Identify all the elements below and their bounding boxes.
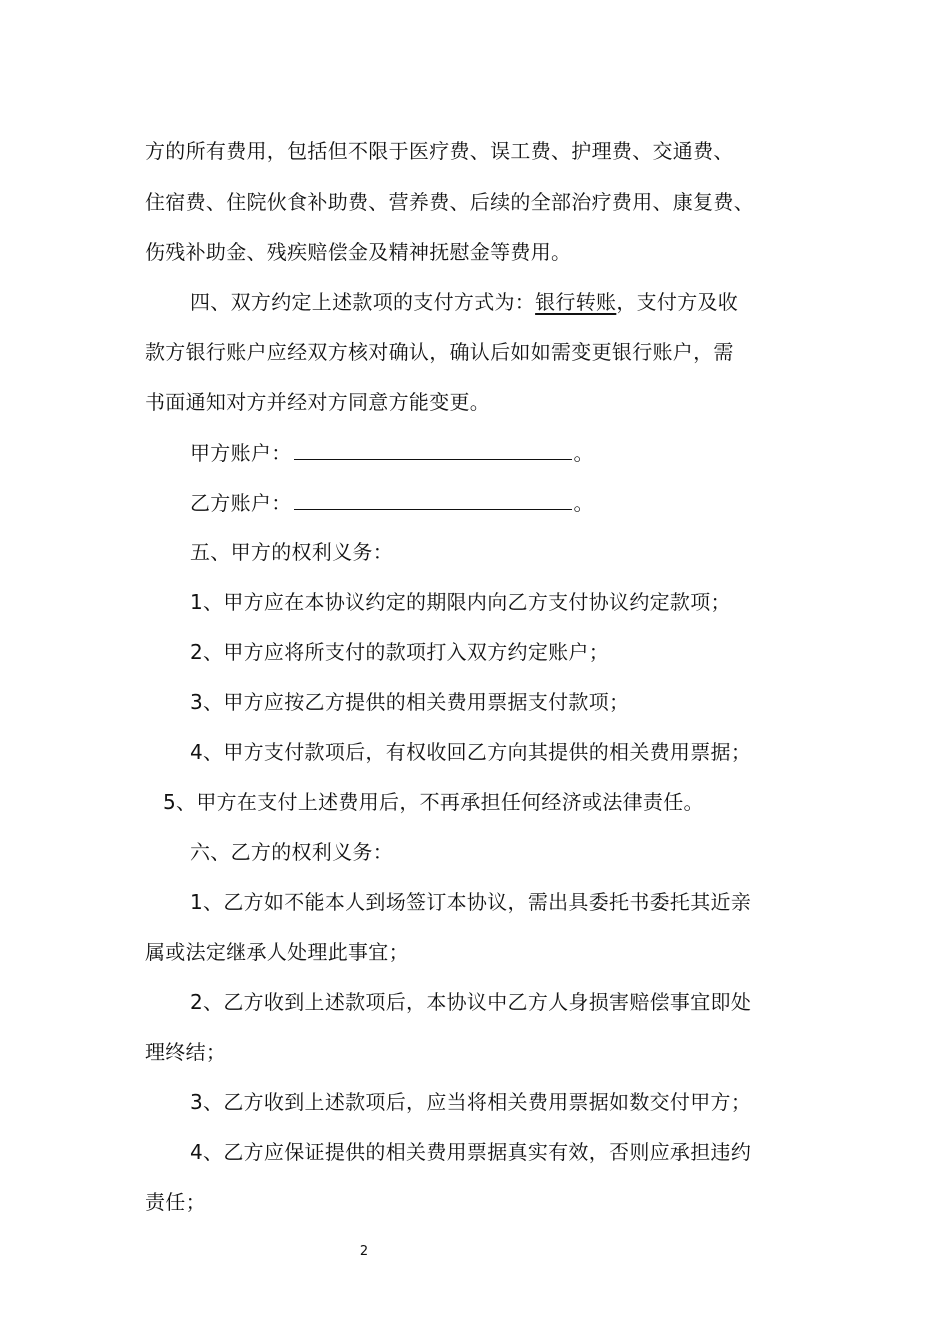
list-item: 5、甲方在支付上述费用后，不再承担任何经济或法律责任。 xyxy=(163,790,704,814)
paragraph-line: 伤残补助金、残疾赔偿金及精神抚慰金等费用。 xyxy=(145,240,572,264)
list-item: 4、甲方支付款项后，有权收回乙方向其提供的相关费用票据； xyxy=(190,740,752,764)
paragraph-line: 款方银行账户应经双方核对确认，确认后如如需变更银行账户，需 xyxy=(145,340,734,364)
list-item: 3、甲方应按乙方提供的相关费用票据支付款项； xyxy=(190,690,630,714)
list-item: 1、甲方应在本协议约定的期限内向乙方支付协议约定款项； xyxy=(190,590,731,614)
party-a-account-label: 甲方账户： xyxy=(190,441,292,465)
paragraph-text: ，支付方及收 xyxy=(616,290,739,314)
list-item-continuation: 属或法定继承人处理此事宜； xyxy=(145,940,409,964)
party-b-account-label: 乙方账户： xyxy=(190,491,292,515)
paragraph-line: 书面通知对方并经对方同意方能变更。 xyxy=(145,390,491,414)
party-b-account-line xyxy=(190,487,594,518)
list-item: 3、乙方收到上述款项后，应当将相关费用票据如数交付甲方； xyxy=(190,1090,752,1114)
party-a-account-line xyxy=(190,437,594,468)
paragraph-line: 住宿费、住院伙食补助费、营养费、后续的全部治疗费用、康复费、 xyxy=(145,190,754,214)
party-b-account-blank[interactable] xyxy=(294,487,572,510)
list-item-continuation: 理终结； xyxy=(145,1040,227,1064)
section-four-heading: 四、双方约定上述款项的支付方式为： xyxy=(190,290,536,314)
period: 。 xyxy=(573,491,594,515)
section-five-heading: 五、甲方的权利义务： xyxy=(190,540,393,564)
paragraph-line: 方的所有费用，包括但不限于医疗费、误工费、护理费、交通费、 xyxy=(145,139,734,163)
period: 。 xyxy=(573,441,594,465)
list-item-continuation: 责任； xyxy=(145,1190,206,1214)
payment-method-value: 银行转账 xyxy=(535,290,617,314)
party-a-account-blank[interactable] xyxy=(294,437,572,460)
page-number: 2 xyxy=(359,1244,369,1259)
payment-method-line xyxy=(190,287,738,317)
list-item: 2、甲方应将所支付的款项打入双方约定账户； xyxy=(190,640,610,664)
list-item: 4、乙方应保证提供的相关费用票据真实有效，否则应承担违约 xyxy=(190,1140,752,1164)
section-six-heading: 六、乙方的权利义务： xyxy=(190,840,393,864)
list-item: 2、乙方收到上述款项后，本协议中乙方人身损害赔偿事宜即处 xyxy=(190,990,752,1014)
list-item: 1、乙方如不能本人到场签订本协议，需出具委托书委托其近亲 xyxy=(190,890,752,914)
